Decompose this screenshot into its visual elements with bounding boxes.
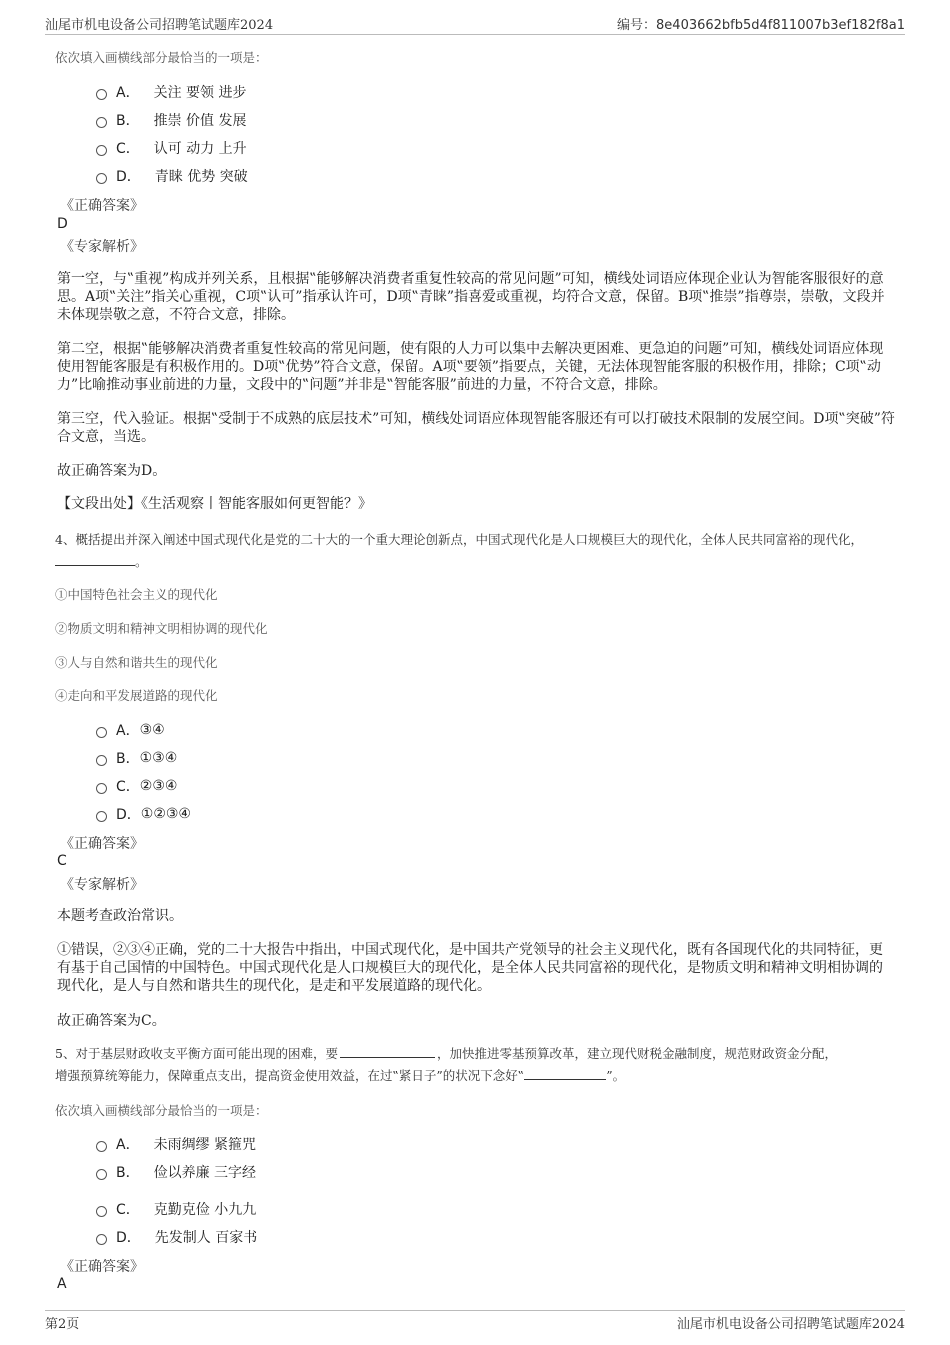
code-value: 8e403662bfb5d4f811007b3ef182f8a1 xyxy=(656,18,905,33)
q3-source: 【文段出处】《生活观察丨智能客服如何更智能？》 xyxy=(57,496,372,512)
footer-divider xyxy=(45,1310,905,1311)
radio-icon[interactable] xyxy=(96,1169,107,1180)
q3-analysis-para-2: 第二空，根据‟能够解决消费者重复性较高的常见问题，使有限的人力可以集中去解决更困难、更急迫的问题”可知，横线处词语应体现使用智能客服是有积极作用的。D项‟优势”符合文意，保留。A项‟要领”指要点，关键，无法体现智能客服的积极作用，排除；C项‟动力”比喻推动事业前进的力量，文段中的‟问题”并非是‟智能客服”前进的力量，不符合文意，排除。 xyxy=(57,341,884,393)
option-text: 克勤克俭 小九九 xyxy=(153,1202,257,1218)
radio-icon[interactable] xyxy=(96,1141,107,1152)
q4-answer: C xyxy=(57,853,67,869)
option-text: 俭以养廉 三字经 xyxy=(153,1165,257,1181)
option-letter: B． xyxy=(116,751,140,767)
radio-icon[interactable] xyxy=(96,89,107,100)
radio-icon[interactable] xyxy=(96,755,107,766)
q3-analysis-para-1: 第一空，与‟重视”构成并列关系，且根据‟能够解决消费者重复性较高的常见问题”可知，横线处词语应体现企业认为智能客服很好的意思。A项‟关注”指关心重视，C项‟认可”指承认许可，D项‟青睐”指喜爱或重视，均符合文意，保留。B项‟推崇”指尊崇，崇敬，文段并未体现崇敬之意，不符合文意，排除。 xyxy=(57,271,885,323)
radio-icon[interactable] xyxy=(96,1206,107,1217)
q4-number: 4、 xyxy=(55,532,76,547)
q3-analysis-para-3: 第三空，代入验证。根据‟受制于不成熟的底层技术”可知，横线处词语应体现智能客服还有可以打破技术限制的发展空间。D项‟突破”符合文意，当选。 xyxy=(57,411,895,445)
option-text: 未雨绸缪 紧箍咒 xyxy=(153,1137,257,1153)
q5-stem-part-3: 增强预算统筹能力，保障重点支出，提高资金使用效益，在过‟紧日子”的状况下念好‟ xyxy=(55,1068,525,1083)
q5-option-d[interactable] xyxy=(96,1227,257,1247)
q4-stem-end: 。 xyxy=(135,554,148,569)
q4-conclusion: 故正确答案为C。 xyxy=(57,1013,166,1029)
option-letter: A． xyxy=(116,1137,140,1153)
q3-conclusion: 故正确答案为D。 xyxy=(57,463,167,479)
option-letter: A． xyxy=(116,723,140,739)
page-number: 第2页 xyxy=(45,1317,80,1332)
q4-item-3: ③人与自然和谐共生的现代化 xyxy=(55,655,218,670)
q4-option-d[interactable] xyxy=(96,804,191,824)
option-text: 认可 动力 上升 xyxy=(153,141,247,157)
q4-item-1: ①中国特色社会主义的现代化 xyxy=(55,587,218,602)
header-divider xyxy=(45,34,905,35)
q3-option-b[interactable] xyxy=(96,110,247,130)
q5-number: 5、 xyxy=(55,1046,76,1061)
q4-option-b[interactable] xyxy=(96,748,177,768)
q5-stem-part-4: ”。 xyxy=(606,1068,626,1083)
q5-stem-part-1: 对于基层财政收支平衡方面可能出现的困难，要 xyxy=(75,1046,338,1061)
q3-option-c[interactable] xyxy=(96,138,247,158)
option-letter: D． xyxy=(116,807,141,823)
q5-answer-label: 《正确答案》 xyxy=(60,1259,144,1275)
option-letter: D． xyxy=(116,1230,141,1246)
q5-option-b[interactable] xyxy=(96,1162,256,1182)
q4-analysis-para-1: 本题考查政治常识。 xyxy=(57,908,183,924)
option-letter: C． xyxy=(116,141,140,157)
q4-blank xyxy=(55,553,135,566)
footer-title: 汕尾市机电设备公司招聘笔试题库2024 xyxy=(676,1317,905,1332)
radio-icon[interactable] xyxy=(96,145,107,156)
radio-icon[interactable] xyxy=(96,117,107,128)
radio-icon[interactable] xyxy=(96,811,107,822)
document-code xyxy=(617,14,905,33)
q5-prompt: 依次填入画横线部分最恰当的一项是： xyxy=(55,1103,268,1118)
q4-stem-text: 概括提出并深入阐述中国式现代化是党的二十大的一个重大理论创新点，中国式现代化是人口规模巨大的现代化，全体人民共同富裕的现代化， xyxy=(75,532,863,547)
option-letter: C． xyxy=(116,779,140,795)
q5-stem xyxy=(55,1043,900,1087)
q5-answer: A xyxy=(57,1276,67,1292)
option-text: 推崇 价值 发展 xyxy=(153,113,247,129)
q5-blank-1 xyxy=(340,1045,435,1058)
option-text: ②③④ xyxy=(139,778,178,794)
q4-answer-label: 《正确答案》 xyxy=(60,836,144,852)
option-letter: A． xyxy=(116,85,140,101)
radio-icon[interactable] xyxy=(96,1234,107,1245)
option-text: 青睐 优势 突破 xyxy=(154,169,248,185)
option-letter: C． xyxy=(116,1202,140,1218)
q4-item-2: ②物质文明和精神文明相协调的现代化 xyxy=(55,621,268,636)
q5-option-c[interactable] xyxy=(96,1199,256,1219)
option-text: ①②③④ xyxy=(140,806,191,822)
q3-answer: D xyxy=(57,216,68,232)
q5-option-a[interactable] xyxy=(96,1134,256,1154)
option-text: 关注 要领 进步 xyxy=(153,85,247,101)
q4-option-a[interactable] xyxy=(96,720,165,740)
option-text: ③④ xyxy=(139,722,165,738)
q3-answer-label: 《正确答案》 xyxy=(60,198,144,214)
header-title: 汕尾市机电设备公司招聘笔试题库2024 xyxy=(45,18,274,33)
radio-icon[interactable] xyxy=(96,173,107,184)
q4-analysis-label: 《专家解析》 xyxy=(60,877,144,893)
radio-icon[interactable] xyxy=(96,727,107,738)
q5-blank-2 xyxy=(524,1067,606,1080)
q4-item-4: ④走向和平发展道路的现代化 xyxy=(55,688,218,703)
q5-stem-part-2: ，加快推进零基预算改革，建立现代财税金融制度，规范财政资金分配， xyxy=(436,1046,837,1061)
option-letter: D． xyxy=(116,169,141,185)
option-text: ①③④ xyxy=(139,750,178,766)
q4-option-c[interactable] xyxy=(96,776,177,796)
q4-analysis-para-2: ①错误，②③④正确，党的二十大报告中指出，中国式现代化，是中国共产党领导的社会主义现代化，既有各国现代化的共同特征，更有基于自己国情的中国特色。中国式现代化是人口规模巨大的现代化，是全体人民共同富裕的现代化，是物质文明和精神文明相协调的现代化，是人与自然和谐共生的现代化，是走和平发展道路的现代化。 xyxy=(57,942,883,994)
q3-analysis-label: 《专家解析》 xyxy=(60,239,144,255)
q3-prompt: 依次填入画横线部分最恰当的一项是： xyxy=(55,50,268,65)
option-letter: B． xyxy=(116,1165,140,1181)
code-label: 编号： xyxy=(617,18,657,33)
q3-option-d[interactable] xyxy=(96,166,248,186)
option-text: 先发制人 百家书 xyxy=(154,1230,258,1246)
q4-stem xyxy=(55,529,900,573)
option-letter: B． xyxy=(116,113,140,129)
radio-icon[interactable] xyxy=(96,783,107,794)
q3-option-a[interactable] xyxy=(96,82,246,102)
